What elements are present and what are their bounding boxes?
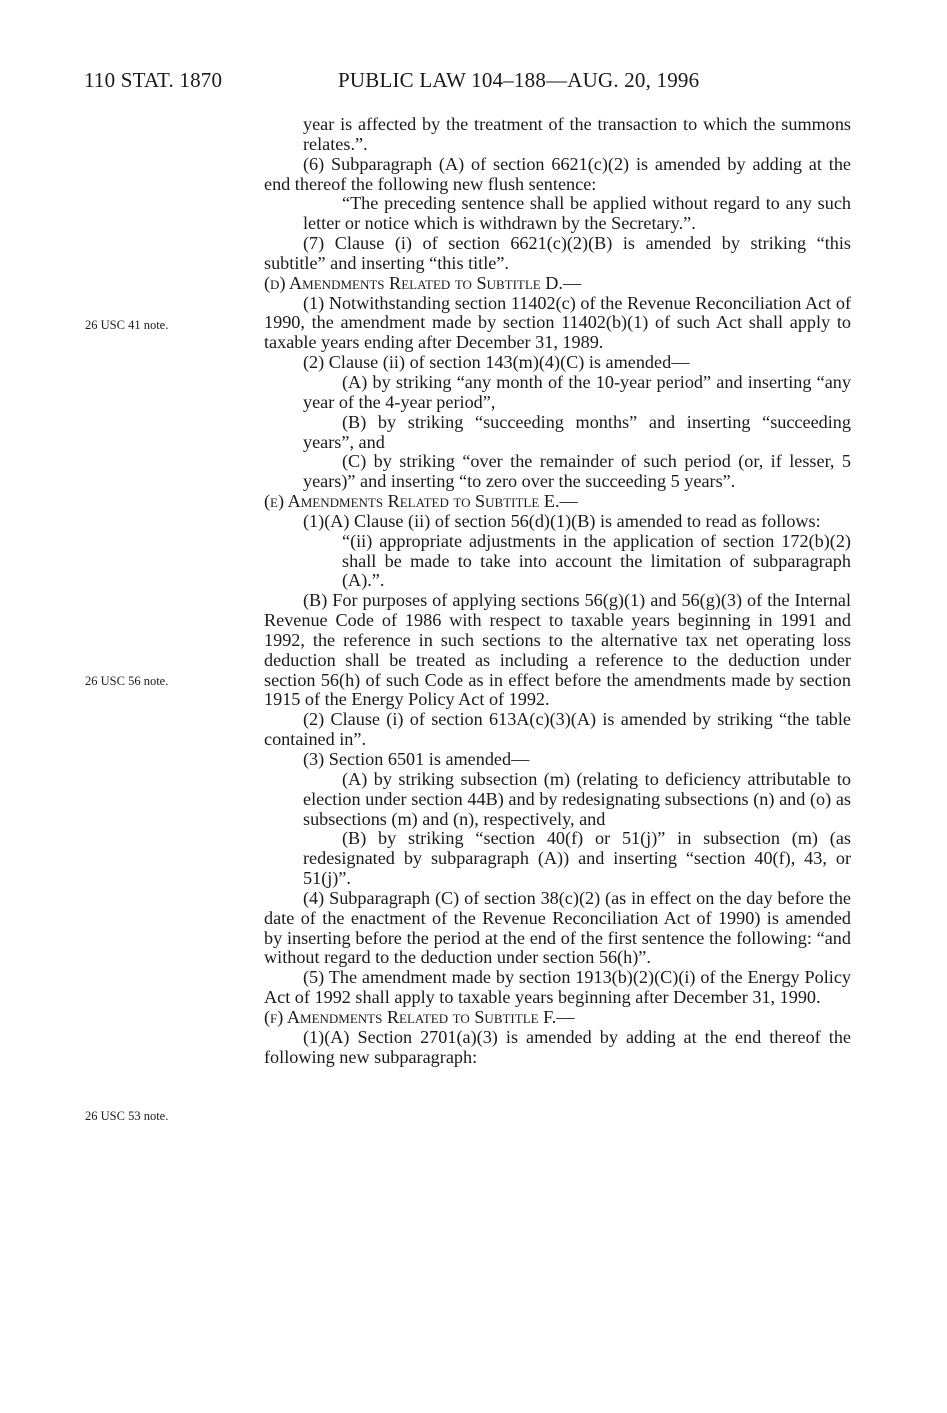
quoted-flush-sentence: “The preceding sentence shall be applied without regard to any such letter or notice which is withdrawn by the Secretary.”.	[303, 193, 851, 234]
paragraph-e-3: (3) Section 6501 is amended—	[303, 749, 530, 769]
subparagraph-d-2-c: (C) by striking “over the remainder of such period (or, if lesser, 5 years)” and inserting “to zero over the succeeding 5 years”.	[303, 451, 851, 492]
statute-body	[264, 115, 851, 1068]
paragraph-d-1: (1) Notwithstanding section 11402(c) of the Revenue Reconciliation Act of 1990, the amendment made by section 11402(b)(1) of such Act shall apply to taxable years ending after December 31, 1989.	[264, 292, 851, 353]
paragraph-e-1-a: (1)(A) Clause (ii) of section 56(d)(1)(B) is amended to read as follows:	[303, 510, 821, 531]
paragraph-7: (7) Clause (i) of section 6621(c)(2)(B) is amended by striking “this subtitle” and inserting “this title”.	[264, 233, 851, 273]
margin-note-53: 26 USC 53 note.	[85, 1109, 169, 1123]
running-head: PUBLIC LAW 104–188—AUG. 20, 1996	[338, 68, 700, 92]
paragraph-e-1-b: (B) For purposes of applying sections 56(g)(1) and 56(g)(3) of the Internal Revenue Code of 1986 with respect to taxable years beginning in 1991 and 1992, the reference in such sections to the alternative tax net operating loss deduction shall be treated as including a reference to the deduction under section 56(h) of such Code as in effect before the amendments made by section 1915 of the Energy Policy Act of 1992.	[264, 590, 851, 710]
paragraph-e-4: (4) Subparagraph (C) of section 38(c)(2) (as in effect on the day before the date of the enactment of the Revenue Reconciliation Act of 1990) is amended by inserting before the period at the end of the first sentence the following: “and without regard to the deduction under section 56(h)”.	[264, 887, 851, 968]
page-stat-citation: 110 STAT. 1870	[84, 68, 223, 92]
subsection-d-heading: (d) Amendments Related to Subtitle D.—	[264, 272, 582, 293]
subparagraph-d-2-b: (B) by striking “succeeding months” and inserting “succeeding years”, and	[303, 411, 851, 452]
paragraph-continuation: year is affected by the treatment of the transaction to which the summons relates.”.	[303, 114, 851, 154]
margin-note-56: 26 USC 56 note.	[85, 674, 169, 688]
paragraph-e-2: (2) Clause (i) of section 613A(c)(3)(A) is amended by striking “the table contained in”.	[264, 709, 851, 750]
subsection-f-heading: (f) Amendments Related to Subtitle F.—	[264, 1006, 575, 1027]
paragraph-f-1-a: (1)(A) Section 2701(a)(3) is amended by adding at the end thereof the following new subparagraph:	[264, 1026, 851, 1067]
subparagraph-e-3-a: (A) by striking subsection (m) (relating to deficiency attributable to election under section 44B) and by redesignating subsections (n) and (o) as subsections (m) and (n), respectively, and	[303, 768, 851, 829]
quoted-clause-ii: “(ii) appropriate adjustments in the application of section 172(b)(2) shall be made to take into account the limitation of subparagraph (A).”.	[342, 530, 851, 591]
margin-note-41: 26 USC 41 note.	[85, 318, 169, 332]
paragraph-6: (6) Subparagraph (A) of section 6621(c)(2) is amended by adding at the end thereof the following new flush sentence:	[264, 153, 851, 194]
paragraph-e-5: (5) The amendment made by section 1913(b)(2)(C)(i) of the Energy Policy Act of 1992 shall apply to taxable years beginning after December 31, 1990.	[264, 967, 851, 1008]
subparagraph-d-2-a: (A) by striking “any month of the 10-year period” and inserting “any year of the 4-year period”,	[303, 371, 851, 412]
subsection-e-heading: (e) Amendments Related to Subtitle E.—	[264, 491, 578, 512]
subparagraph-e-3-b: (B) by striking “section 40(f) or 51(j)” in subsection (m) (as redesignated by subparagraph (A)) and inserting “section 40(f), 43, or 51(j)”.	[303, 828, 851, 889]
paragraph-d-2: (2) Clause (ii) of section 143(m)(4)(C) is amended—	[303, 352, 690, 373]
